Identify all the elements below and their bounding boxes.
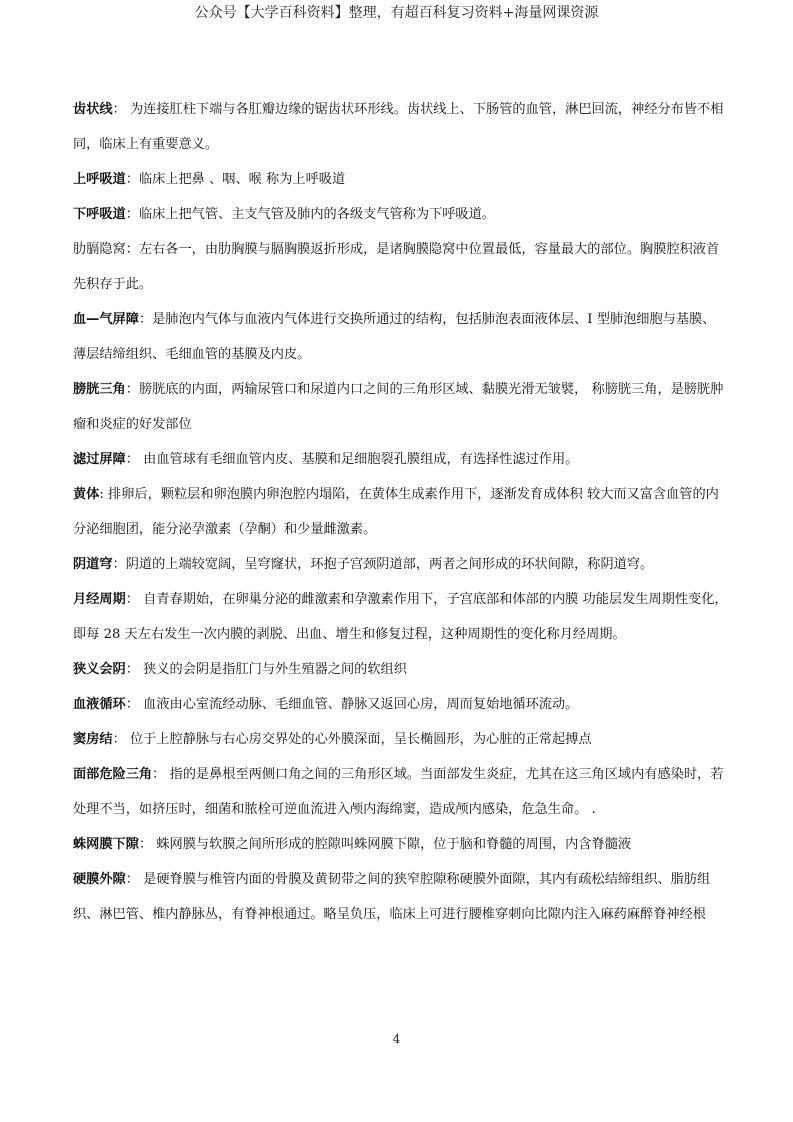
term: 阴道穹 xyxy=(73,557,113,572)
definition: 是硬脊膜与椎管内面的骨膜及黄韧带之间的狭窄腔隙称硬膜外面隙，其内有疏松结缔组织、脂肪组织、淋巴管、椎内静脉丛，有脊神根通过。略呈负压，临床上可进行腰椎穿刺向比隙内注入麻药麻醉脊神经根 xyxy=(73,872,711,922)
definition: 左右各一，由肋胸膜与膈胸膜返折形成，是诸胸膜隐窝中位置最低，容量最大的部位。胸膜腔积液首先积存于此。 xyxy=(73,242,720,292)
term-separator: ： xyxy=(125,697,139,712)
term-separator: ： xyxy=(125,172,139,187)
term-separator: ： xyxy=(125,242,139,257)
glossary-entry-doufangjie xyxy=(73,722,728,757)
definition: 临床上把气管、主支气管及肺内的各级支气管称为下呼吸道。 xyxy=(138,207,495,222)
term-separator: ： xyxy=(112,557,126,572)
definition: 位于上腔静脉与右心房交界处的心外膜深面，呈长椭圆形，为心脏的正常起搏点 xyxy=(125,732,592,747)
glossary-entry-xueqipingzhang xyxy=(73,302,728,372)
term-separator: ： xyxy=(138,837,153,852)
term-separator: ： xyxy=(125,592,139,607)
glossary-entry-mianbuweixiansanjiao xyxy=(73,757,728,827)
glossary-entry-chizhuangxian xyxy=(73,92,728,162)
term-separator: ： xyxy=(112,102,126,117)
term: 血液循环 xyxy=(73,697,126,712)
definition: 排卵后，颗粒层和卵泡膜内卵泡腔内塌陷，在黄体生成素作用下，逐渐发育成体积 较大而又富含血管的内分泌细胞团，能分泌孕激素（孕酮）和少量雌激素。 xyxy=(73,487,719,537)
glossary-entry-yindaoqiong xyxy=(73,547,728,582)
glossary-entry-legeyinwo xyxy=(73,232,728,302)
definition: 指的是鼻根至两侧口角之间的三角形区域。当面部发生炎症，尤其在这三角区域内有感染时，若处理不当，如挤压时，细菌和脓栓可逆血流进入颅内海绵窦，造成颅内感染，危急生命。 . xyxy=(73,767,724,817)
definition: 自青春期始，在卵巢分泌的雌激素和孕激素作用下，子宫底部和体部的内膜 功能层发生周期性变化，即每 28 天左右发生一次内膜的剥脱、出血、增生和修复过程，这种周期性的变化称月经周期。 xyxy=(73,592,728,642)
glossary-entry-xueyexunhuan xyxy=(73,687,728,722)
definition: 血液由心室流经动脉、毛细血管、静脉又返回心房，周而复始地循环流动。 xyxy=(138,697,579,712)
page-number: 4 xyxy=(392,1032,401,1046)
definition: 膀胱底的内面，两输尿管口和尿道内口之间的三角形区域、黏膜光滑无皱襞， 称膀胱三角，是膀胱肿瘤和炎症的好发部位 xyxy=(73,382,724,432)
definition: 阴道的上端较宽阔，呈穹窿状，环抱子宫颈阴道部，两者之间形成的环状间隙，称阴道穹。 xyxy=(125,557,654,572)
glossary-entry-huangti xyxy=(73,477,728,547)
term-separator: ： xyxy=(125,662,139,677)
term-separator: ： xyxy=(125,382,139,397)
definition: 临床上把鼻 、咽、喉 称为上呼吸道 xyxy=(138,172,346,187)
term-separator: ： xyxy=(112,732,126,747)
term: 上呼吸道 xyxy=(73,172,126,187)
definition: 是肺泡内气体与血液内气体进行交换所通过的结构，包括肺泡表面液体层、I 型肺泡细胞与基膜、薄层结缔组织、毛细血管的基膜及内皮。 xyxy=(73,312,716,362)
term-separator: ： xyxy=(125,452,139,467)
term: 蛛网膜下隙 xyxy=(73,837,139,852)
term: 月经周期 xyxy=(73,592,126,607)
glossary-entry-yingmowaixi xyxy=(73,862,728,932)
term-separator: ： xyxy=(152,767,166,782)
page-header: 公众号【大学百科资料】整理，有超百科复习资料+海量网课资源 xyxy=(194,5,599,21)
glossary-entry-lvguopingzhang xyxy=(73,442,728,477)
definition: 蛛网膜与软膜之间所形成的腔隙叫蛛网膜下隙，位于脑和脊髓的周围，内含脊髓液 xyxy=(152,837,632,852)
term: 硬膜外隙 xyxy=(73,872,126,887)
term-separator: ： xyxy=(125,872,139,887)
glossary-content xyxy=(73,92,728,932)
term: 下呼吸道 xyxy=(73,207,126,222)
definition: 由血管球有毛细血管内皮、基膜和足细胞裂孔膜组成，有选择性滤过作用。 xyxy=(138,452,579,467)
term-separator: : xyxy=(99,487,104,502)
term: 血—气屏障 xyxy=(73,312,139,327)
term-separator: ： xyxy=(125,207,139,222)
glossary-entry-yuejingzhouqi xyxy=(73,582,728,652)
term: 窦房结 xyxy=(73,732,113,747)
term: 齿状线 xyxy=(73,102,113,117)
term: 面部危险三角 xyxy=(73,767,153,782)
glossary-entry-zhuwangmoxiaxi xyxy=(73,827,728,862)
term: 滤过屏障 xyxy=(73,452,126,467)
term: 狭义会阴 xyxy=(73,662,126,677)
glossary-entry-xiahuxidao xyxy=(73,197,728,232)
term: 膀胱三角 xyxy=(73,382,126,397)
definition: 为连接肛柱下端与各肛瓣边缘的锯齿状环形线。齿状线上、下肠管的血管，淋巴回流，神经分布皆不相同，临床上有重要意义。 xyxy=(73,102,724,152)
term: 黄体 xyxy=(73,487,100,502)
definition: 狭义的会阴是指肛门与外生殖器之间的软组织 xyxy=(138,662,407,677)
glossary-entry-shanghuxidao xyxy=(73,162,728,197)
glossary-entry-pangguangsanjiao xyxy=(73,372,728,442)
term: 肋膈隐窝 xyxy=(73,242,126,257)
term-separator: ： xyxy=(138,312,153,327)
glossary-entry-xiayihuiyin xyxy=(73,652,728,687)
